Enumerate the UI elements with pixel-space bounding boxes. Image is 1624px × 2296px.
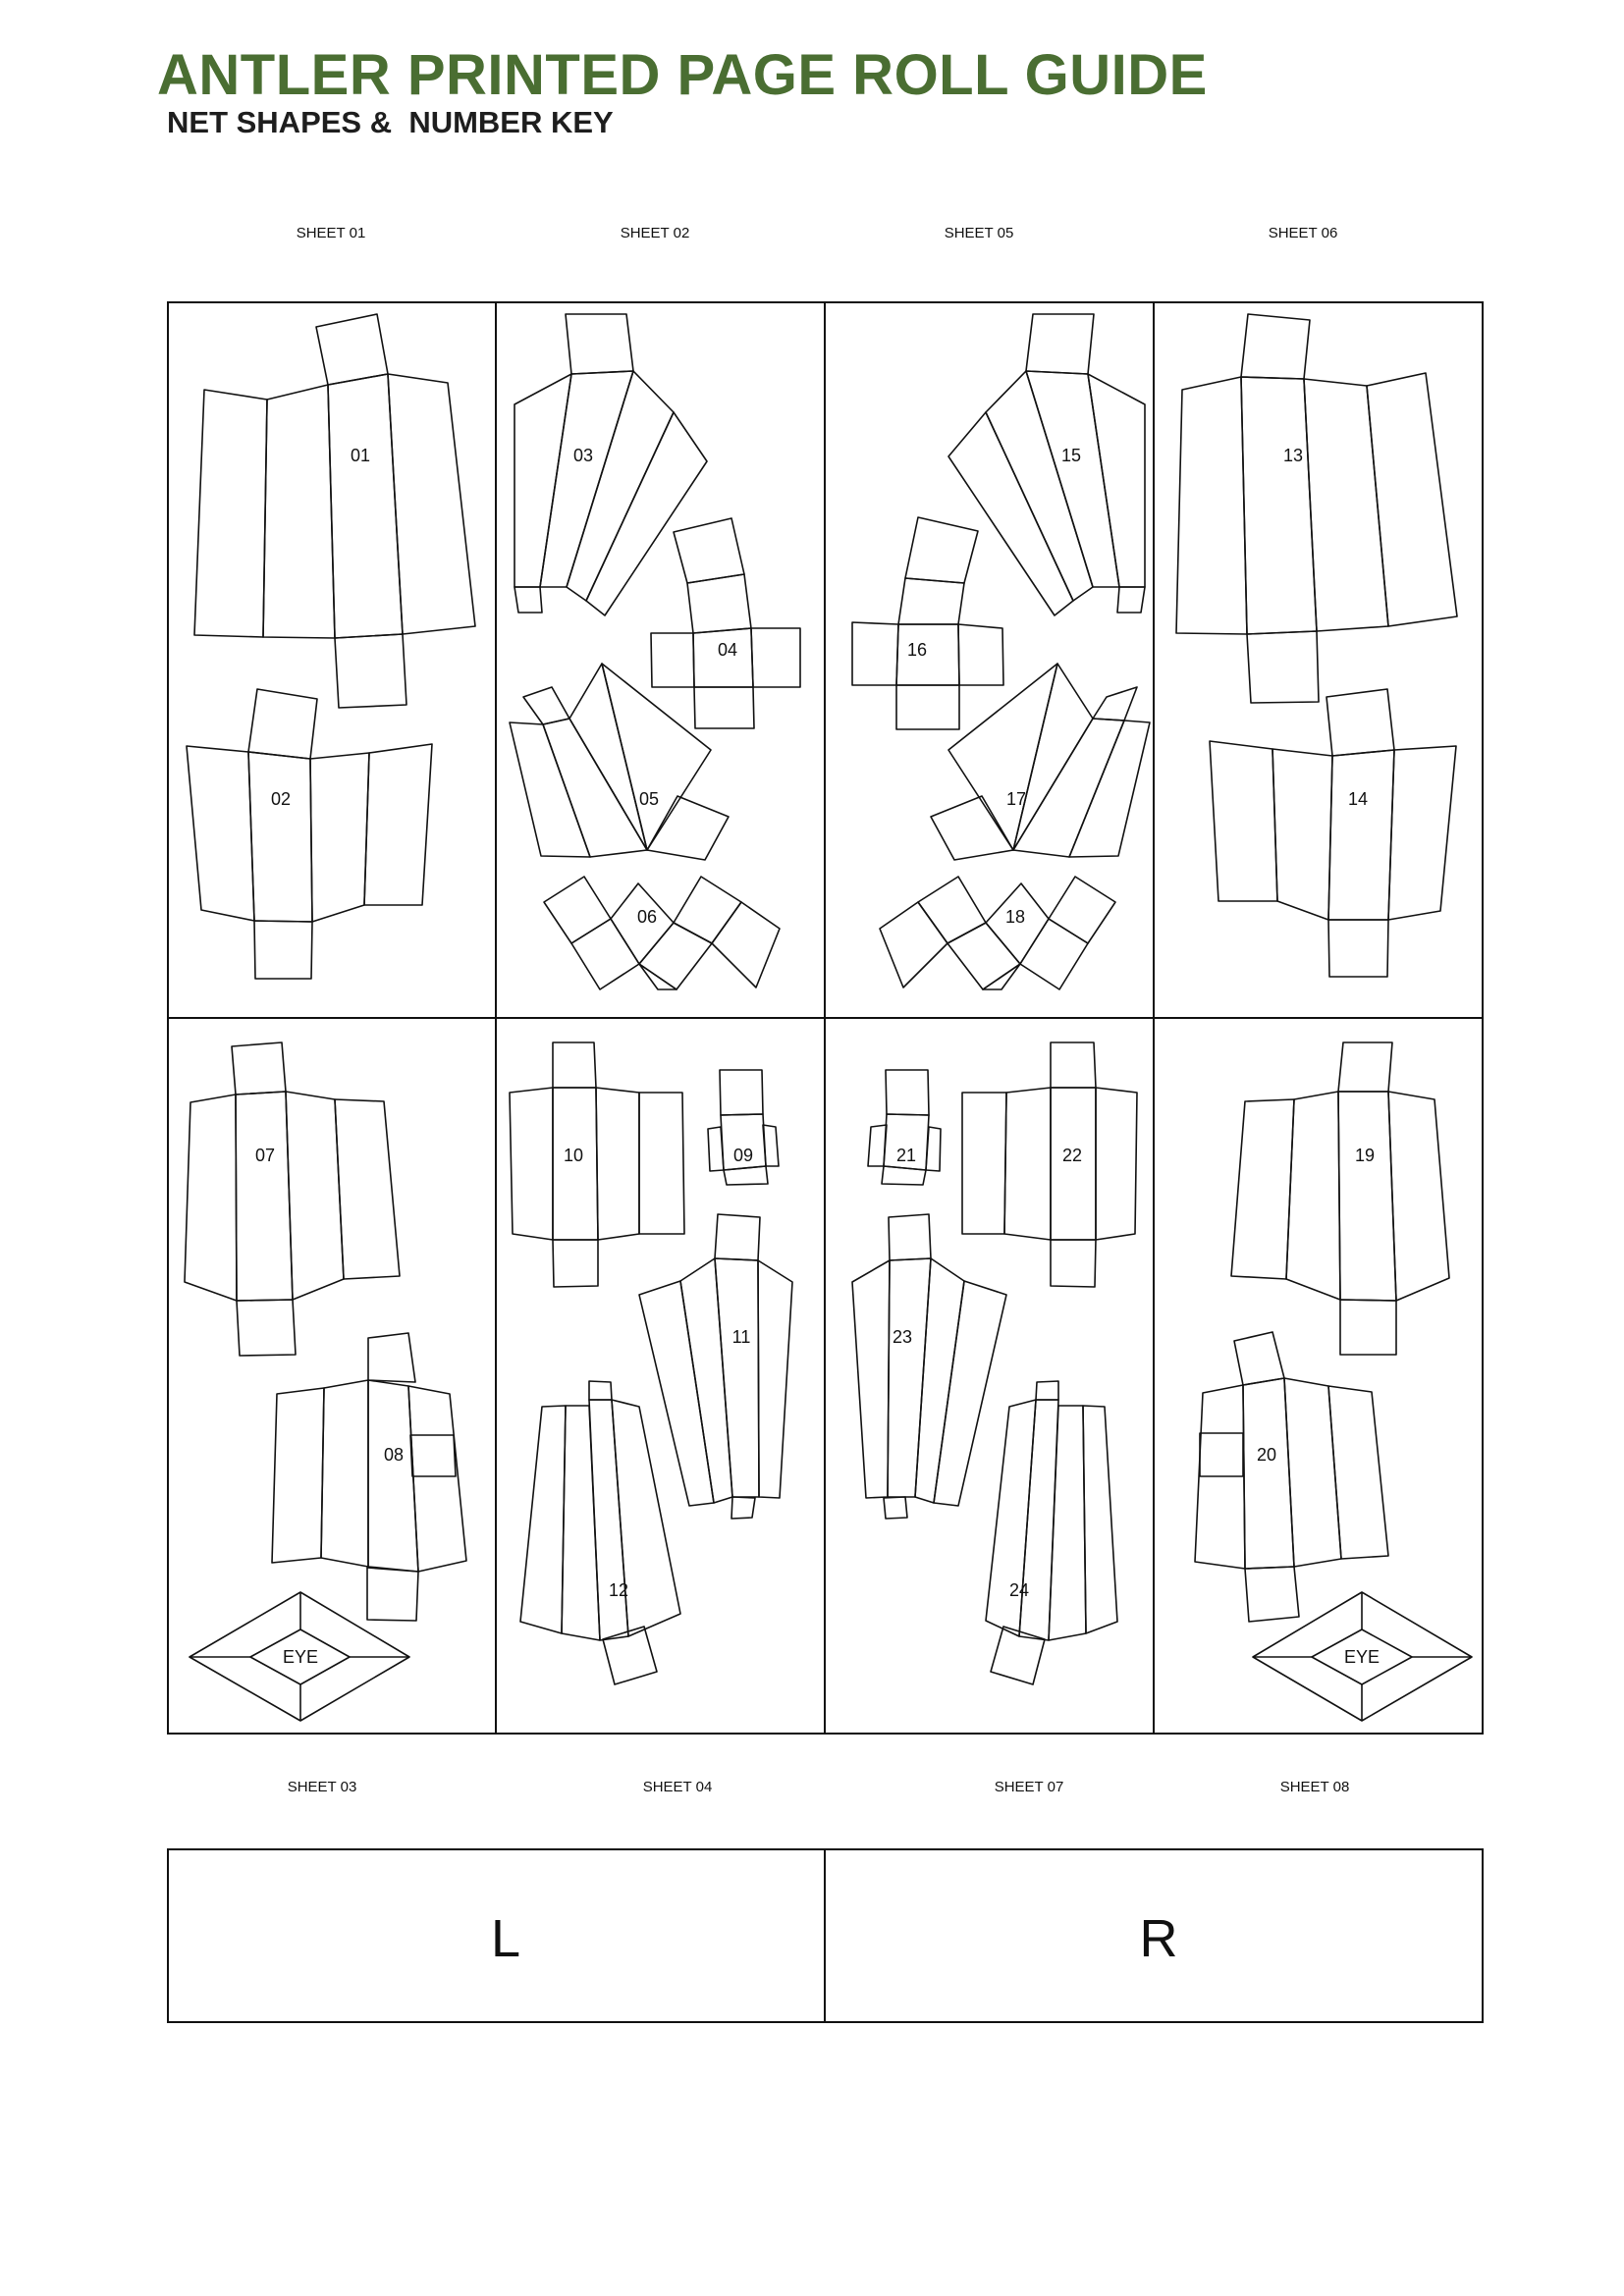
sheet-label-07: SHEET 07 [994,1779,1064,1795]
piece-12 [520,1381,680,1684]
piece-number-04: 04 [717,640,738,660]
piece-number-10: 10 [563,1146,584,1165]
piece-number-19: 19 [1354,1146,1376,1165]
piece-13 [1176,314,1457,703]
piece-number-05: 05 [638,789,660,809]
piece-16 [852,517,1003,729]
piece-number-15: 15 [1060,446,1082,465]
piece-23 [852,1214,1006,1519]
piece-01 [194,314,475,708]
eye-label-left: EYE [282,1647,319,1667]
piece-22 [962,1042,1137,1287]
piece-19 [1231,1042,1449,1355]
sheet-label-04: SHEET 04 [642,1779,713,1795]
sheet-label-08: SHEET 08 [1279,1779,1350,1795]
piece-number-07: 07 [254,1146,276,1165]
piece-21 [868,1070,941,1185]
sheet-grid [168,302,1483,1734]
piece-14 [1210,689,1456,977]
piece-18 [880,877,1115,989]
page-subtitle: NET SHAPES & NUMBER KEY [167,105,614,139]
piece-20 [1195,1332,1388,1622]
sheet-label-06: SHEET 06 [1268,225,1338,241]
piece-number-14: 14 [1347,789,1369,809]
piece-02 [187,689,432,979]
piece-07 [185,1042,400,1356]
piece-number-24: 24 [1008,1580,1030,1600]
page-title: ANTLER PRINTED PAGE ROLL GUIDE [157,43,1208,107]
piece-number-11: 11 [731,1327,751,1347]
piece-06 [544,877,780,989]
piece-number-08: 08 [383,1445,405,1465]
side-left-label: L [490,1909,521,1968]
piece-number-02: 02 [270,789,292,809]
piece-11 [639,1214,792,1519]
piece-08 [272,1333,466,1621]
sheet-label-03: SHEET 03 [287,1779,357,1795]
eye-label-right: EYE [1343,1647,1380,1667]
piece-03 [514,314,707,615]
piece-number-20: 20 [1256,1445,1277,1465]
piece-number-17: 17 [1005,789,1027,809]
piece-number-03: 03 [572,446,594,465]
piece-number-06: 06 [636,907,658,927]
piece-number-18: 18 [1004,907,1026,927]
piece-number-16: 16 [906,640,928,660]
piece-number-21: 21 [895,1146,917,1165]
piece-number-09: 09 [732,1146,754,1165]
piece-24 [986,1381,1117,1684]
piece-10 [510,1042,684,1287]
piece-09 [708,1070,779,1185]
sheet-label-01: SHEET 01 [296,225,366,241]
sheet-label-05: SHEET 05 [944,225,1014,241]
piece-number-23: 23 [892,1327,913,1347]
piece-04 [651,518,800,728]
piece-number-22: 22 [1061,1146,1083,1165]
piece-number-01: 01 [350,446,371,465]
side-right-label: R [1139,1909,1178,1968]
side-key [168,1849,1483,2022]
piece-number-13: 13 [1282,446,1304,465]
piece-17 [931,664,1150,860]
piece-number-12: 12 [608,1580,629,1600]
piece-15 [948,314,1145,615]
sheet-label-02: SHEET 02 [620,225,690,241]
piece-05 [510,664,729,860]
